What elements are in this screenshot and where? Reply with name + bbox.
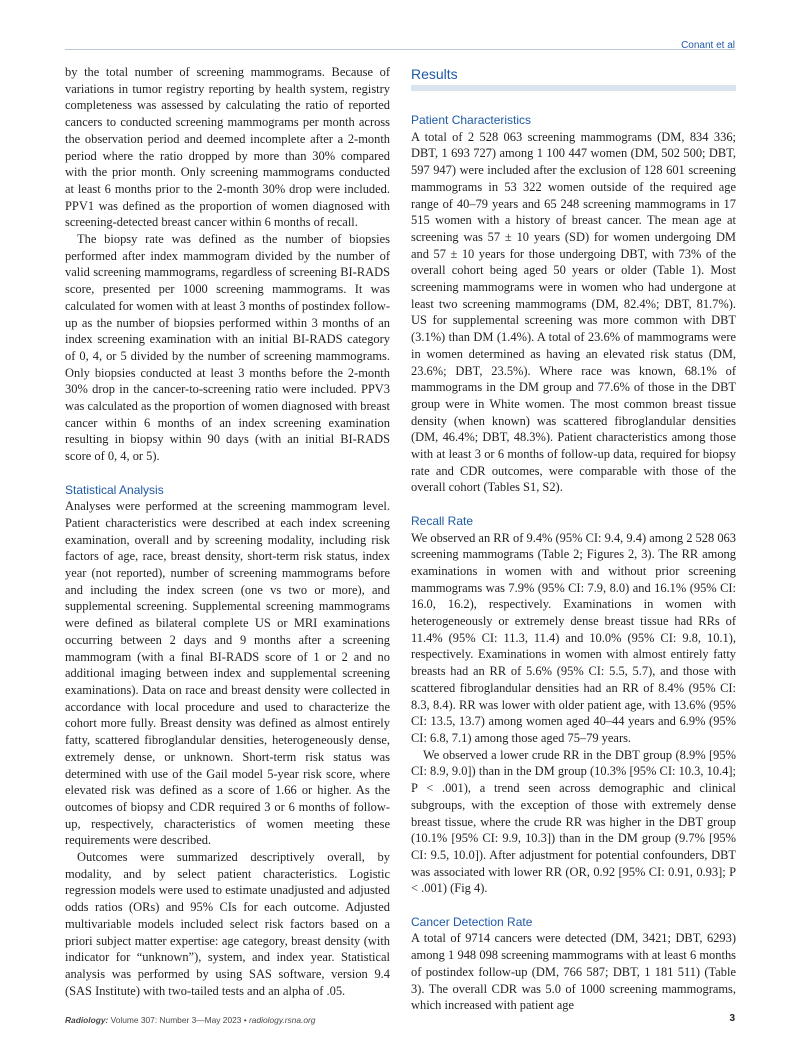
paragraph: We observed an RR of 9.4% (95% CI: 9.4, 9.4) among 2 528 063 screening mammograms (Table 2; Figures 2, 3). The RR among examinations in women with and without prior screening mammograms was 7.9% (95% CI: 7.9, 8.0) and 16.1% (95% CI: 16.0, 16.2), respectively. Examinations in women with heterogeneously or extremely dense breast tissue had RRs of 11.4% (95% CI: 11.3, 11.4) and 10.0% (95% CI: 9.8, 10.1), respectively. Examinations in women with almost entirely fatty breasts had an RR of 5.6% (95% CI: 5.5, 5.7), and those with scattered fibroglandular densities had an RR of 8.4% (95% CI: 8.3, 8.4). RR was lower with older patient age, with 13.6% (95% CI: 13.5, 13.7) among women aged 40–44 years and 6.9% (95% CI: 6.8, 7.1) among those aged 75–79 years. (411, 530, 736, 745)
subsection-heading: Statistical Analysis (65, 482, 164, 497)
paragraph: We observed a lower crude RR in the DBT group (8.9% [95% CI: 8.9, 9.0]) than in the DM group (10.3% [95% CI: 10.3, 10.4]; P < .001), a trend seen across demographic and clinical subgroups, with the exception of those with extremely dense breast tissue, where the crude RR was higher in the DBT group (10.1% [95% CI: 9.9, 10.3]) than in the DM group (9.7% [95% CI: 9.5, 10.0]). After adjustment for potential confounders, DBT was associated with lower RR (OR, 0.92 [95% CI: 0.91, 0.93]; P < .001) (Fig 4). (411, 747, 736, 896)
running-head: Conant et al (681, 40, 735, 51)
page-number: 3 (729, 1013, 735, 1024)
paragraph: A total of 2 528 063 screening mammograms (DM, 834 336; DBT, 1 693 727) among 1 100 447 women (DM, 502 500; DBT, 597 947) were included after the exclusion of 128 601 screening mammograms in 53 322 women outside of the required age range of 40–79 years and 65 248 screening mammograms in 17 515 women with a history of breast cancer. The mean age at screening was 57 ± 10 years (SD) for women undergoing DM and 57 ± 10 years for those undergoing DBT, with 73% of the overall cohort being aged 50 years or older (Table 1). Most screening mammograms were in women who had undergone at least two screening mammograms (DM, 82.4%; DBT, 81.7%). US for supplemental screening was more common with DBT (3.1%) than DM (1.4%). A total of 23.6% of mammograms were in women determined as having an elevated risk status (DM, 23.6%; DBT, 23.5%). Where race was known, 68.1% of mammograms in the DM group and 77.6% of those in the DBT group were in White women. The most common breast tissue density (when known) was scattered fibroglandular densities (DM, 46.4%; DBT, 48.3%). Patient characteristics among those with at least 3 or 6 months of follow-up data, required for biopsy rate and CDR outcomes, were comparable with those of the overall cohort (Tables S1, S2). (411, 129, 736, 495)
section-title: Results (411, 64, 736, 91)
journal-name: Radiology: (65, 1015, 109, 1025)
left-column (65, 64, 390, 999)
journal-url: radiology.rsna.org (249, 1015, 316, 1025)
subsection-heading: Cancer Detection Rate (411, 914, 533, 929)
paragraph: The biopsy rate was defined as the number of biopsies performed after index mammogram divided by the number of valid screening mammograms, regardless of screening BI-RADS score, presented per 1000 screening mammograms. It was calculated for women with at least 3 months of postindex follow-up as the number of biopsies performed within 3 months of an index screening examination with an initial BI-RADS category of 0, 4, or 5 divided by the number of screening mammograms. Only biopsies conducted at least 3 months before the 2-month 30% drop in the cancer-to-screening ratio were included. PPV3 was calculated as the proportion of women diagnosed with breast cancer within 6 months of an index screening examination resulting in biopsy within 90 days (with an initial BI-RADS score of 0, 4, or 5). (65, 232, 391, 464)
paragraph: Outcomes were summarized descriptively overall, by modality, and by select patient characteristics. Logistic regression models were used to estimate unadjusted and adjusted odds ratios (ORs) and 95% CIs for each outcome. Adjusted multivariable models included select risk factors based on a priori subject matter expertise: age category, breast density (with indicator for “unknown”), system, and index year. Statistical analysis was performed by using SAS software, version 9.4 (SAS Institute) with two-tailed tests and an alpha of .05. (65, 850, 390, 998)
subsection-heading: Patient Characteristics (411, 113, 532, 127)
header-rule (65, 49, 735, 50)
paragraph: A total of 9714 cancers were detected (DM, 3421; DBT, 6293) among 1 948 098 screening mammograms with at least 6 months of postindex follow-up (DM, 766 587; DBT, 1 181 511) (Table 3). The overall CDR was 5.0 of 1000 screening mammograms, which increased with patient age (411, 931, 736, 1013)
paragraph: Analyses were performed at the screening mammogram level. Patient characteristics were described at each index screening examination, overall and by screening modality, including risk factors of age, race, breast density, short-term risk status, index year (not reported), number of screening mammograms before and including the index screen (one vs two or more), and supplemental screening. Supplemental screening mammograms were defined as bilateral complete US or MRI examinations occurring between 2 days and 9 months after a screening mammogram (with a final BI-RADS score of 1 or 2 and no additional imaging between index and supplemental screening examinations). Data on race and breast density were collected in accordance with local procedure and used to characterize the cohort more fully. Breast density was defined as almost entirely fatty, scattered fibroglandular densities, heterogeneously dense, extremely dense, or unknown. Short-term risk status was determined with use of the Gail model 5-year risk score, where elevated risk was defined as a score of 1.66 or higher. As the outcomes of biopsy and CDR required 3 or 6 months of follow-up, respectively, characteristics of women meeting these requirements were described. (65, 499, 390, 848)
issue-info: Volume 307: Number 3—May 2023 • (108, 1015, 250, 1025)
footer (65, 1015, 315, 1025)
paragraph: by the total number of screening mammograms. Because of variations in tumor registry reporting by health system, registry completeness was assessed by calculating the ratio of reported cancers to conducted screening mammograms per month across the observation period and deemed incomplete after a 2-month period where the ratio dropped by more than 30% compared with the prior month. Only screening mammograms conducted at least 6 months prior to the 2-month 30% drop were included. PPV1 was defined as the proportion of women diagnosed with screening-detected breast cancer within 6 months of recall. (65, 65, 390, 230)
right-column (411, 64, 736, 1014)
subsection-heading: Recall Rate (411, 513, 474, 528)
